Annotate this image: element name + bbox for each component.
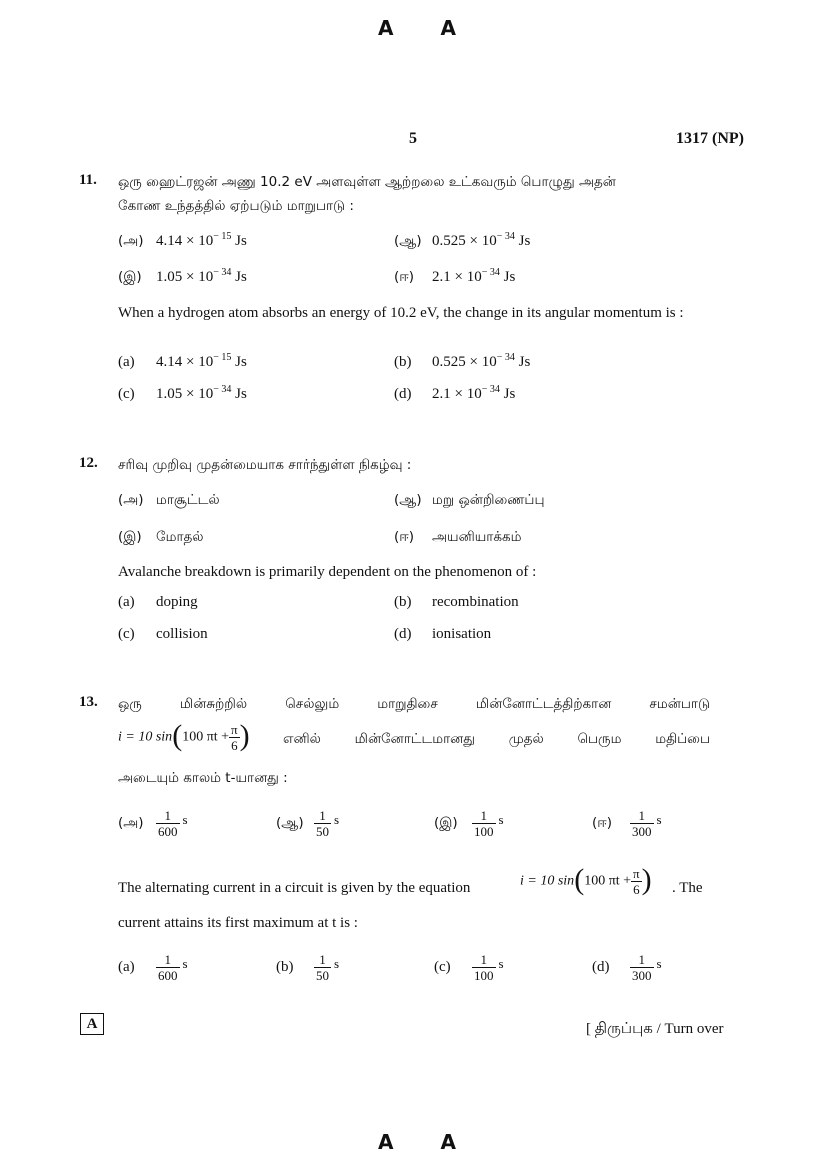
option-label: (அ) <box>118 814 144 831</box>
option-value: 1.05 × 10 <box>156 386 214 402</box>
left-paren: ( <box>172 718 183 752</box>
paper-code: 1317 (NP) <box>676 130 744 147</box>
option-unit: Js <box>518 354 531 370</box>
option-unit: Js <box>503 386 516 402</box>
option <box>394 269 515 287</box>
option-value: doping <box>156 594 198 610</box>
fraction-numerator: 1 <box>480 952 487 967</box>
question-text-tamil: ஒரு ஹைட்ரஜன் அணு 10.2 eV அளவுள்ள ஆற்றலை உட்கவரும் பொழுது அதன் <box>118 174 616 190</box>
option-label: (ஈ) <box>592 814 613 831</box>
equation-inner: 100 πt + <box>182 729 230 745</box>
option <box>118 529 204 547</box>
option-label: (b) <box>276 959 294 975</box>
equation-fraction <box>229 722 240 753</box>
option <box>592 808 662 839</box>
option-label: (இ) <box>434 814 458 831</box>
option-value: மோதல் <box>156 529 204 545</box>
question-text-english: . The <box>672 880 703 896</box>
fraction-numerator: 1 <box>164 952 171 967</box>
option-unit: s <box>498 955 504 971</box>
option <box>118 626 208 643</box>
option-label: (அ) <box>118 233 144 249</box>
fraction-denominator: 600 <box>158 824 178 839</box>
option-label: (a) <box>118 594 135 610</box>
option-value: மாசூட்டல் <box>156 492 220 508</box>
option-fraction <box>156 808 180 839</box>
option-unit: s <box>334 811 340 827</box>
option-exponent: − 34 <box>481 267 500 278</box>
option <box>434 952 504 983</box>
option-value: 4.14 × 10 <box>156 233 214 249</box>
option-unit: s <box>656 955 662 971</box>
option-label: (ஆ) <box>394 492 422 508</box>
option-unit: s <box>182 955 188 971</box>
option-fraction <box>630 952 654 983</box>
option-unit: Js <box>503 269 516 285</box>
option-exponent: − 15 <box>213 352 232 363</box>
option-fraction <box>472 808 496 839</box>
bottom-mark: A A <box>378 1130 476 1154</box>
option-label: (ஈ) <box>394 269 415 285</box>
option-value: 2.1 × 10 <box>432 386 482 402</box>
option <box>276 952 339 983</box>
option-label: (இ) <box>118 269 142 285</box>
option-value: 2.1 × 10 <box>432 269 482 285</box>
page-number: 5 <box>409 130 417 147</box>
question-number: 13. <box>79 694 98 710</box>
left-paren: ( <box>574 862 585 896</box>
option <box>118 952 188 983</box>
option <box>118 233 247 251</box>
question-text-tamil: ஒரு மின்சுற்றில் செல்லும் மாறுதிசை மின்னோட்டத்திற்கான சமன்பாடு <box>118 696 710 712</box>
option <box>118 594 198 611</box>
option-value: recombination <box>432 594 519 610</box>
option-label: (ஈ) <box>394 529 415 545</box>
fraction-numerator: 1 <box>480 808 487 823</box>
fraction-denominator: 6 <box>229 737 240 753</box>
option-label: (d) <box>394 626 412 642</box>
fraction-numerator: 1 <box>638 808 645 823</box>
equation <box>520 862 652 897</box>
option-exponent: − 34 <box>213 384 232 395</box>
question-text-tamil: எனில் மின்னோட்டமானது முதல் பெரும மதிப்பை <box>283 731 710 747</box>
option-unit: Js <box>235 269 247 285</box>
option <box>394 492 545 510</box>
option-label: (d) <box>592 959 610 975</box>
option-label: (ஆ) <box>276 814 304 831</box>
option-unit: s <box>182 811 188 827</box>
option-value: 0.525 × 10 <box>432 233 497 249</box>
option-label: (b) <box>394 354 412 370</box>
booklet-series-box: A <box>80 1013 104 1035</box>
option <box>118 492 220 510</box>
fraction-denominator: 300 <box>632 968 652 983</box>
option-exponent: − 34 <box>481 384 500 395</box>
option-value: 0.525 × 10 <box>432 354 497 370</box>
option-label: (c) <box>118 386 135 402</box>
fraction-numerator: 1 <box>164 808 171 823</box>
option-fraction <box>314 952 331 983</box>
option-label: (c) <box>434 959 451 975</box>
option <box>394 386 515 403</box>
option <box>118 269 247 287</box>
question-text-english: Avalanche breakdown is primarily dependent on the phenomenon of : <box>118 564 537 580</box>
right-paren: ) <box>641 862 652 896</box>
option <box>394 233 530 251</box>
equation <box>118 718 250 753</box>
option <box>394 354 530 371</box>
fraction-numerator: 1 <box>638 952 645 967</box>
option-unit: Js <box>235 233 247 249</box>
top-mark: A A <box>378 16 476 40</box>
fraction-numerator: 1 <box>319 808 326 823</box>
option-unit: Js <box>235 386 247 402</box>
right-paren: ) <box>239 718 250 752</box>
fraction-denominator: 300 <box>632 824 652 839</box>
equation-lhs: i = 10 sin <box>118 729 173 745</box>
option-label: (c) <box>118 626 135 642</box>
question-number: 12. <box>79 455 98 471</box>
option-unit: s <box>498 811 504 827</box>
option-unit: s <box>656 811 662 827</box>
option <box>118 386 247 403</box>
fraction-denominator: 600 <box>158 968 178 983</box>
option-unit: s <box>334 955 340 971</box>
equation-lhs: i = 10 sin <box>520 873 575 889</box>
equation-inner: 100 πt + <box>584 873 632 889</box>
option-fraction <box>630 808 654 839</box>
option-label: (அ) <box>118 492 144 508</box>
option-exponent: − 15 <box>213 231 232 242</box>
option-unit: Js <box>518 233 531 249</box>
option-fraction <box>314 808 331 839</box>
question-text-english: current attains its first maximum at t is : <box>118 915 358 931</box>
fraction-denominator: 50 <box>316 824 329 839</box>
question-text-english: When a hydrogen atom absorbs an energy of 10.2 eV, the change in its angular momentum is : <box>118 305 684 321</box>
question-text-tamil: சரிவு முறிவு முதன்மையாக சார்ந்துள்ள நிகழ்வு : <box>118 457 412 473</box>
equation-fraction <box>631 866 642 897</box>
fraction-numerator: π <box>231 722 238 737</box>
option-label: (a) <box>118 959 135 975</box>
option <box>276 808 339 839</box>
option-exponent: − 34 <box>496 231 515 242</box>
option <box>592 952 662 983</box>
option-value: மறு ஒன்றிணைப்பு <box>432 492 545 508</box>
option-unit: Js <box>235 354 247 370</box>
fraction-denominator: 100 <box>474 824 494 839</box>
fraction-numerator: 1 <box>319 952 326 967</box>
option-label: (இ) <box>118 529 142 545</box>
question-text-tamil: அடையும் காலம் t-யானது : <box>118 770 288 786</box>
option-label: (d) <box>394 386 412 402</box>
option-exponent: − 34 <box>213 267 232 278</box>
fraction-denominator: 6 <box>631 881 642 897</box>
option-label: (ஆ) <box>394 233 422 249</box>
option-value: 4.14 × 10 <box>156 354 214 370</box>
option-exponent: − 34 <box>496 352 515 363</box>
question-text-tamil: கோண உந்தத்தில் ஏற்படும் மாறுபாடு : <box>118 198 354 214</box>
option-label: (a) <box>118 354 135 370</box>
option-label: (b) <box>394 594 412 610</box>
question-text-english: The alternating current in a circuit is given by the equation <box>118 880 471 896</box>
option-value: collision <box>156 626 208 642</box>
option-value: 1.05 × 10 <box>156 269 214 285</box>
option-value: ionisation <box>432 626 492 642</box>
option <box>118 354 247 371</box>
question-number: 11. <box>79 172 97 188</box>
option-fraction <box>472 952 496 983</box>
turn-over-note: [ திருப்புக / Turn over <box>586 1021 724 1037</box>
option <box>434 808 504 839</box>
option <box>394 594 519 611</box>
option-fraction <box>156 952 180 983</box>
option <box>394 529 522 547</box>
fraction-denominator: 100 <box>474 968 494 983</box>
fraction-denominator: 50 <box>316 968 329 983</box>
option <box>394 626 491 643</box>
fraction-numerator: π <box>633 866 640 881</box>
option <box>118 808 188 839</box>
option-value: அயனியாக்கம் <box>432 529 522 545</box>
